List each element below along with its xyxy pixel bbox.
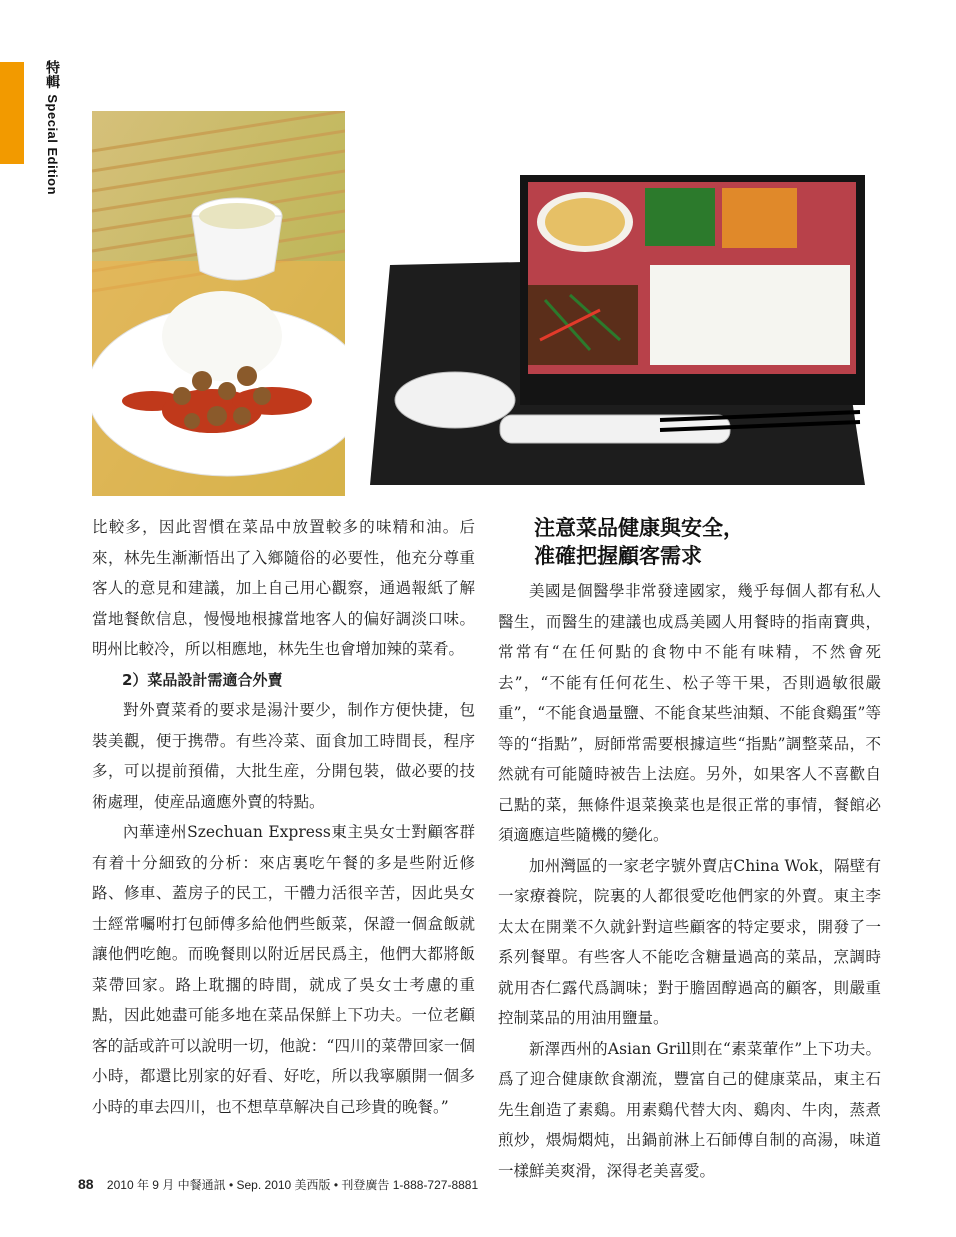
section-label-zh: 特輯 [44, 60, 60, 89]
paragraph: 加州灣區的一家老字號外賣店China Wok，隔壁有一家療養院，院裏的人都很愛吃他們家的外賣。東主李太太在開業不久就針對這些顧客的特定要求，開發了一系列餐單。有些客人不能吃含糖量過高的菜品，烹調時就用杏仁露代爲調味；對于膽固醇過高的顧客，則嚴重控制菜品的用油用鹽量。 [498, 856, 881, 1027]
food-illustration-right [360, 140, 880, 495]
heading-line: 注意菜品健康與安全， [534, 516, 744, 540]
section-heading [534, 514, 881, 570]
right-column [498, 512, 881, 1186]
section-label-en: Special Edition [45, 94, 60, 196]
paragraph: 比較多，因此習慣在菜品中放置較多的味精和油。后來，林先生漸漸悟出了入鄉隨俗的必要性，他充分尊重客人的意見和建議，加上自己用心觀察，通過報紙了解當地餐飲信息，慢慢地根據當地客人的偏好調淡口味。明州比較冷，所以相應地，林先生也會增加辣的菜肴。 [92, 518, 475, 658]
paragraph: 美國是個醫學非常發達國家，幾乎每個人都有私人醫生，而醫生的建議也成爲美國人用餐時的指南寶典，常常有“在任何點的食物中不能有味精，不然會死去”，“不能有任何花生、松子等干果，否則過敏很嚴重”，“不能食過量鹽、不能食某些油類、不能食鷄蛋”等等的“指點”，厨師常需要根據這些“指點”調整菜品，不然就有可能隨時被告上法庭。另外，如果客人不喜歡自己點的菜，無條件退菜換菜也是很正常的事情，餐館必須適應這些隨機的變化。 [498, 582, 881, 844]
page-number: 88 [78, 1176, 94, 1192]
section-label [28, 60, 62, 195]
section-tab [0, 62, 24, 164]
paragraph: 新澤西州的Asian Grill則在“素菜葷作”上下功夫。爲了迎合健康飲食潮流，豐富自己的健康菜品，東主石先生創造了素鷄。用素鷄代替大肉、鷄肉、牛肉，蒸煮煎炒，煨焗燜炖，出鍋前淋上石師傅自制的高湯，味道一樣鮮美爽滑，深得老美喜愛。 [498, 1039, 881, 1180]
paragraph: 內華達州Szechuan Express東主吳女士對顧客群有着十分細致的分析：來店裏吃午餐的多是些附近修路、修車、蓋房子的民工，干體力活很辛苦，因此吳女士經常囑咐打包師傅多給他們些飯菜，保證一個盒飯就讓他們吃飽。而晚餐則以附近居民爲主，他們大都將飯菜帶回家。路上耽擱的時間，就成了吳女士考慮的重點，因此她盡可能多地在菜品保鮮上下功夫。一位老顧客的話或許可以說明一切，他說：“四川的菜帶回家一個小時，都還比別家的好看、好吃，所以我寧願開一個多小時的車去四川，也不想草草解决自己珍貴的晚餐。” [92, 823, 475, 1116]
heading-line: 准確把握顧客需求 [534, 544, 702, 568]
food-photo-left [92, 111, 345, 496]
food-illustration-left [92, 111, 345, 496]
footer-text: 2010 年 9 月 中餐通訊 • Sep. 2010 美西版 • 刊登廣告 1-888-727-8881 [106, 1178, 479, 1192]
left-column [92, 512, 475, 1122]
subheading: 2）菜品設計需適合外賣 [122, 670, 283, 689]
food-photo-right [360, 140, 880, 495]
paragraph: 對外賣菜肴的要求是湯汁要少，制作方便快捷，包裝美觀，便于携帶。有些冷菜、面食加工時間長，程序多，可以提前預備，大批生産，分開包裝，做必要的技術處理，使産品適應外賣的特點。 [92, 701, 475, 811]
page-footer [78, 1176, 478, 1193]
